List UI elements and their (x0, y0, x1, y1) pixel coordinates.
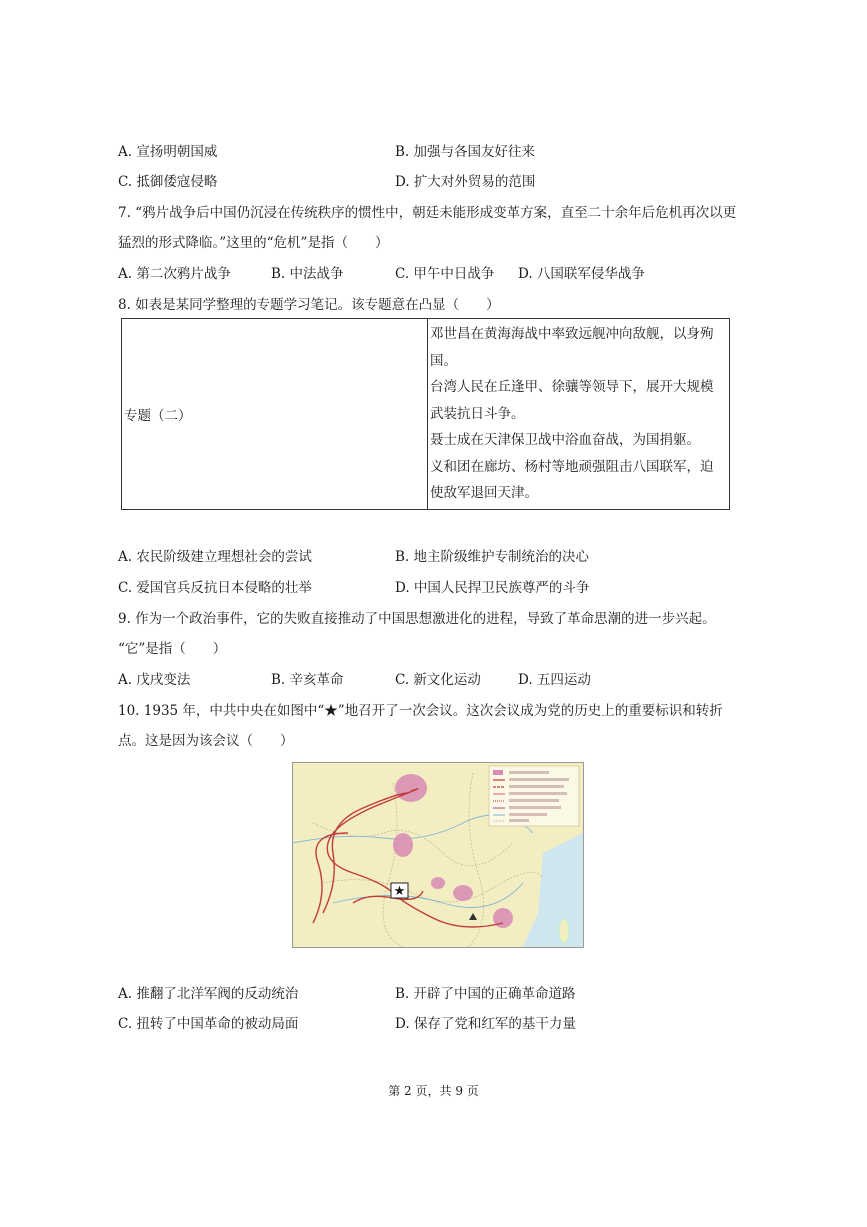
q9-option-a: A. 戊戌变法 (118, 672, 191, 688)
q9-stem-line1: 9. 作为一个政治事件，它的失败直接推动了中国思想激进化的进程，导致了革命思潮的进一步兴起。 (118, 611, 716, 627)
page-footer: 第 2 页，共 9 页 (388, 1084, 479, 1098)
q6-option-b: B. 加强与各国友好往来 (395, 144, 536, 160)
q6-option-d: D. 扩大对外贸易的范围 (395, 174, 536, 190)
q10-option-b: B. 开辟了中国的正确革命道路 (395, 986, 576, 1002)
q7-option-d: D. 八国联军侵华战争 (518, 266, 645, 282)
q6-option-c: C. 抵御倭寇侵略 (118, 174, 218, 190)
note-item: 台湾人民在丘逢甲、徐骧等领导下，展开大规模武装抗日斗争。 (430, 379, 714, 422)
q7-option-b: B. 中法战争 (271, 266, 344, 282)
study-notes-table (121, 318, 730, 510)
q8-option-d: D. 中国人民捍卫民族尊严的斗争 (395, 580, 590, 596)
q10-option-c: C. 扭转了中国革命的被动局面 (118, 1016, 299, 1032)
q8-option-b: B. 地主阶级维护专制统治的决心 (395, 549, 590, 565)
q7-option-a: A. 第二次鸦片战争 (118, 266, 231, 282)
note-item: 义和团在廊坊、杨村等地顽强阻击八国联军，迫使敌军退回天津。 (430, 458, 714, 502)
star-marker: ★ (393, 884, 406, 899)
q8-option-c: C. 爱国官兵反抗日本侵略的壮举 (118, 580, 312, 596)
q10-stem-line1: 10. 1935 年，中共中央在如图中“★”地召开了一次会议。这次会议成为党的历史上的重要标识和转折 (118, 703, 723, 719)
q9-option-c: C. 新文化运动 (395, 672, 481, 688)
note-item: 聂士成在天津保卫战中浴血奋战，为国捐躯。 (430, 432, 700, 449)
q10-option-a: A. 推翻了北洋军阀的反动统治 (118, 986, 299, 1002)
q9-option-d: D. 五四运动 (518, 672, 591, 688)
q7-stem-line2: 猛烈的形式降临。”这里的“危机”是指（ ） (118, 235, 389, 251)
q7-option-c: C. 甲午中日战争 (395, 266, 495, 282)
q10-stem-line2: 点。这是因为该会议（ ） (118, 733, 294, 749)
map-island (559, 919, 569, 943)
topic-cell: 专题（二） (122, 319, 428, 510)
q9-option-b: B. 辛亥革命 (271, 672, 344, 688)
q7-stem-line1: 7. “鸦片战争后中国仍沉浸在传统秩序的惯性中，朝廷未能形成变革方案，直至二十余年后危机再次以更 (118, 205, 737, 221)
content-cell (428, 319, 730, 510)
q9-stem-line2: “它”是指（ ） (118, 641, 227, 657)
q10-option-d: D. 保存了党和红军的基干力量 (395, 1016, 576, 1032)
q8-option-a: A. 农民阶级建立理想社会的尝试 (118, 549, 312, 565)
note-item: 邓世昌在黄海海战中率致远舰冲向敌舰，以身殉国。 (430, 326, 714, 369)
long-march-map (292, 762, 584, 948)
map-illustration (293, 763, 583, 947)
q6-option-a: A. 宣扬明朝国威 (118, 144, 218, 160)
q8-stem: 8. 如表是某同学整理的专题学习笔记。该专题意在凸显（ ） (118, 297, 500, 313)
